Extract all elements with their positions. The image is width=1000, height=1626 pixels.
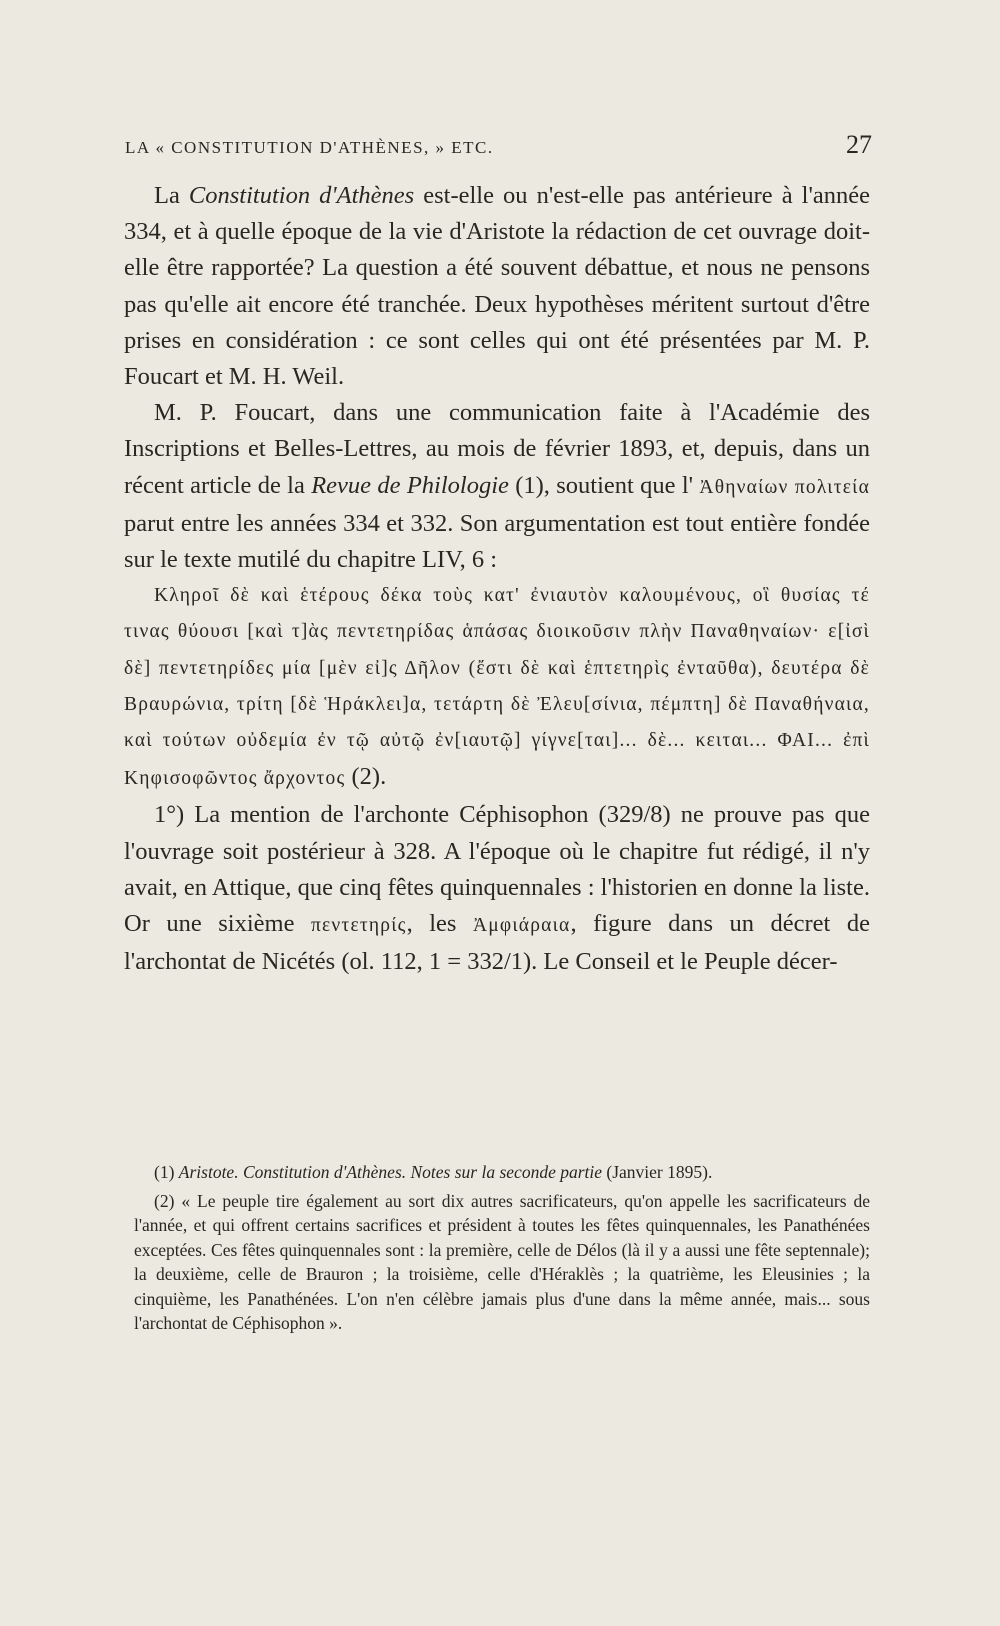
footnote-ref-2: (2).	[345, 763, 387, 791]
journal-title: Revue de Philologie	[311, 471, 509, 499]
paragraph-3	[124, 797, 870, 980]
paragraph-2-start: M. P. Foucart, dans une communication faite à l'Académie des Inscriptions et Belles-Lettres, au mois de février 1893, et, depuis, dans un récent article de la	[124, 399, 870, 499]
paragraph-3-mid: , les	[406, 910, 473, 938]
paragraph-3-end: , figure dans un décret de l'archontat de Nicétés (ol. 112, 1 = 332/1). Le Conseil et le Peuple décer-	[124, 910, 871, 976]
paragraph-3-start: 1°) La mention de l'archonte Céphisophon (329/8) ne prouve pas que l'ouvrage soit postérieur à 328. A l'époque où le chapitre fut rédigé, il n'y avait, en Attique, que cinq fêtes quinquennales : l'historien en donne la liste. Or une sixième	[124, 801, 870, 938]
main-text	[124, 178, 870, 980]
footnote-1-title: Aristote. Constitution d'Athènes. Notes sur la seconde partie	[178, 1162, 603, 1182]
paragraph-2	[124, 395, 870, 578]
paragraph-2-mid: (1), soutient que l'	[508, 471, 700, 499]
greek-term: Ἀθηναίων πολιτεία	[699, 476, 871, 498]
greek-quotation-text: Κληροῖ δὲ καὶ ἑτέρους δέκα τοὺς κατ' ἐνιαυτὸν καλουμένους, οἳ θυσίας τέ τινας θύουσι [καὶ τ]ὰς πεντετηρίδας ἁπάσας διοικοῦσιν πλὴν Παναθηναίων· ε[ἰσὶ δὲ] πεντετηρίδες μία [μὲν εἰ]ς Δῆλον (ἔστι δὲ καὶ ἑπτετηρὶς ἐνταῦθα), δευτέρα δὲ Βραυρώνια, τρίτη [δὲ Ἡράκλει]α, τετάρτη δὲ Ἐλευ[σίνια, πέμπτη] δὲ Παναθήναια, καὶ τούτων οὐδεμία ἐν τῷ αὐτῷ ἐν[ιαυτῷ] γίγνε[ται]... δὲ... κειται... ΦΑΙ... ἐπὶ Κηφισοφῶντος ἄρχοντος	[124, 585, 870, 790]
greek-term-2: Ἀμφιάραια	[472, 915, 571, 937]
greek-term-1: πεντετηρίς	[310, 915, 407, 937]
paragraph-1	[124, 178, 870, 395]
work-title: Constitution d'Athènes	[188, 182, 415, 209]
page-header	[125, 130, 872, 160]
paragraph-2-end: parut entre les années 334 et 332. Son argumentation est tout entière fondée sur le texte mutilé du chapitre LIV, 6 :	[124, 509, 870, 574]
paragraph-1-rest: est-elle ou n'est-elle pas antérieure à l'année 334, et à quelle époque de la vie d'Aristote la rédaction de cet ouvrage doit-elle être rapportée? La question a été souvent débattue, et nous ne pensons pas qu'elle ait encore été tranchée. Deux hypothèses méritent surtout d'être prises en considération : ce sont celles qui ont été présentées par M. P. Foucart et M. H. Weil.	[124, 182, 870, 391]
footnote-1-rest: (Janvier 1895).	[602, 1162, 713, 1182]
running-title: LA « CONSTITUTION D'ATHÈNES, » ETC.	[125, 138, 494, 157]
page-number: 27	[846, 130, 872, 159]
footnote-1-mark: (1)	[154, 1162, 179, 1182]
footnotes	[134, 1160, 870, 1336]
footnote-1	[134, 1160, 870, 1185]
paragraph-1-start: La	[154, 182, 189, 209]
footnote-2: (2) « Le peuple tire également au sort dix autres sacrificateurs, qu'on appelle les sacrificateurs de l'année, et qui offrent certains sacrifices et président à toutes les fêtes quinquennales, les Panathénées exceptées. Ces fêtes quinquennales sont : la première, celle de Délos (là il y a aussi une fête septennale); la deuxième, celle de Brauron ; la troisième, celle d'Héraklès ; la quatrième, les Eleusinies ; la cinquième, les Panathénées. L'on n'en célèbre jamais plus d'une dans la même année, mais... sous l'archontat de Céphisophon ».	[134, 1190, 870, 1333]
greek-quotation	[124, 578, 870, 797]
